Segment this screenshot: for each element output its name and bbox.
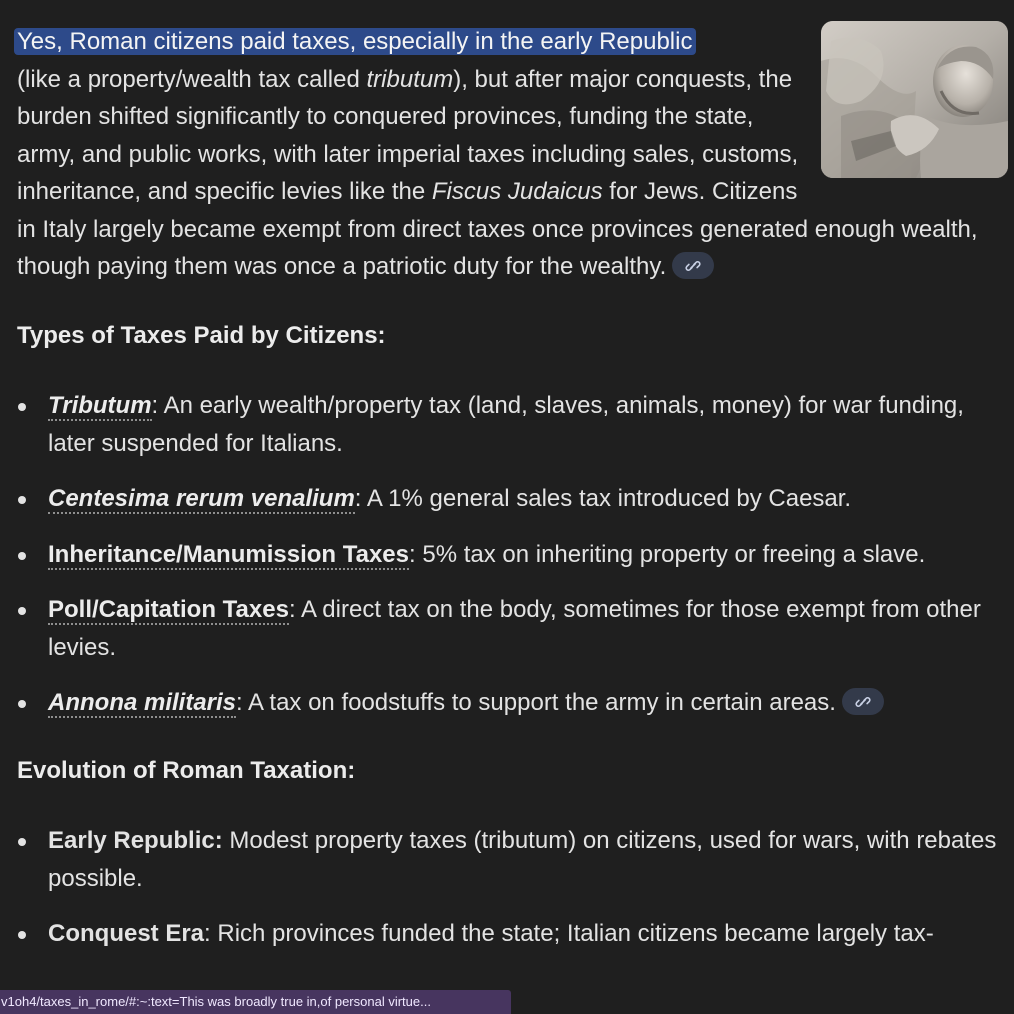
term-link[interactable]: Annona militaris bbox=[48, 689, 237, 716]
term-link[interactable]: Poll/Capitation Taxes bbox=[48, 596, 289, 623]
term-link[interactable]: Tributum bbox=[48, 392, 152, 419]
term-sep: : bbox=[354, 485, 362, 512]
intro-fiscus: Fiscus Judaicus bbox=[431, 178, 603, 205]
list-item bbox=[17, 684, 997, 722]
list-item bbox=[17, 822, 997, 897]
roman-relief-image[interactable] bbox=[821, 21, 1008, 178]
item-term: Conquest Era bbox=[48, 920, 205, 947]
link-status-bar: v1oh4/taxes_in_rome/#:~:text=This was broadly true in,of personal virtue... bbox=[0, 990, 511, 1014]
intro-text-2: ), but after major conquests, the burden shifted significantly to conquered provinces, funding the state, army, and public works, with later imperial taxes including sales, customs, inheritance, and specific levies like the bbox=[17, 65, 799, 205]
item-text: An early wealth/property tax (land, slaves, animals, money) for war funding, later suspended for Italians. bbox=[48, 392, 964, 457]
intro-paragraph bbox=[17, 23, 997, 286]
list-item bbox=[17, 480, 997, 518]
intro-tributum: tributum bbox=[366, 65, 454, 93]
term-link[interactable]: Centesima rerum venalium bbox=[48, 485, 355, 512]
source-link-chip[interactable] bbox=[672, 252, 714, 279]
list-item bbox=[17, 387, 997, 462]
term-sep: : bbox=[236, 689, 243, 716]
term-sep: : bbox=[288, 596, 296, 623]
highlighted-text: Yes, Roman citizens paid taxes, especially in the early Republic bbox=[14, 28, 696, 55]
item-text: : Rich provinces funded the state; Italian citizens became largely tax- bbox=[204, 920, 934, 947]
item-text: A tax on foodstuffs to support the army in certain areas. bbox=[242, 689, 836, 716]
item-text: Modest property taxes (tributum) on citizens, used for wars, with rebates possible. bbox=[48, 827, 997, 892]
response-content bbox=[17, 23, 997, 971]
item-text: A direct tax on the body, sometimes for those exempt from other levies. bbox=[48, 596, 981, 661]
section-heading-types: Types of Taxes Paid by Citizens: bbox=[17, 321, 386, 349]
types-list bbox=[17, 387, 997, 722]
intro-text-3: for Jews. Citizens in Italy largely became exempt from direct taxes once provinces generated enough wealth, though paying them was once a patriotic duty for the wealthy. bbox=[17, 178, 978, 280]
source-link-chip[interactable] bbox=[842, 688, 884, 715]
link-icon bbox=[685, 258, 701, 274]
term-link[interactable]: Inheritance/Manumission Taxes bbox=[48, 540, 409, 568]
list-item bbox=[17, 915, 997, 953]
term-sep: : bbox=[151, 392, 159, 419]
term-sep: : bbox=[409, 540, 416, 568]
intro-text-1: (like a property/wealth tax called bbox=[17, 65, 367, 93]
section-heading-evolution: Evolution of Roman Taxation: bbox=[17, 756, 356, 784]
item-text: 5% tax on inheriting property or freeing a slave. bbox=[415, 540, 926, 568]
evolution-list bbox=[17, 822, 997, 953]
item-term: Early Republic: bbox=[48, 827, 223, 854]
list-item bbox=[17, 591, 997, 666]
list-item bbox=[17, 536, 997, 574]
item-text: A 1% general sales tax introduced by Caesar. bbox=[361, 485, 852, 512]
link-icon bbox=[855, 694, 871, 710]
